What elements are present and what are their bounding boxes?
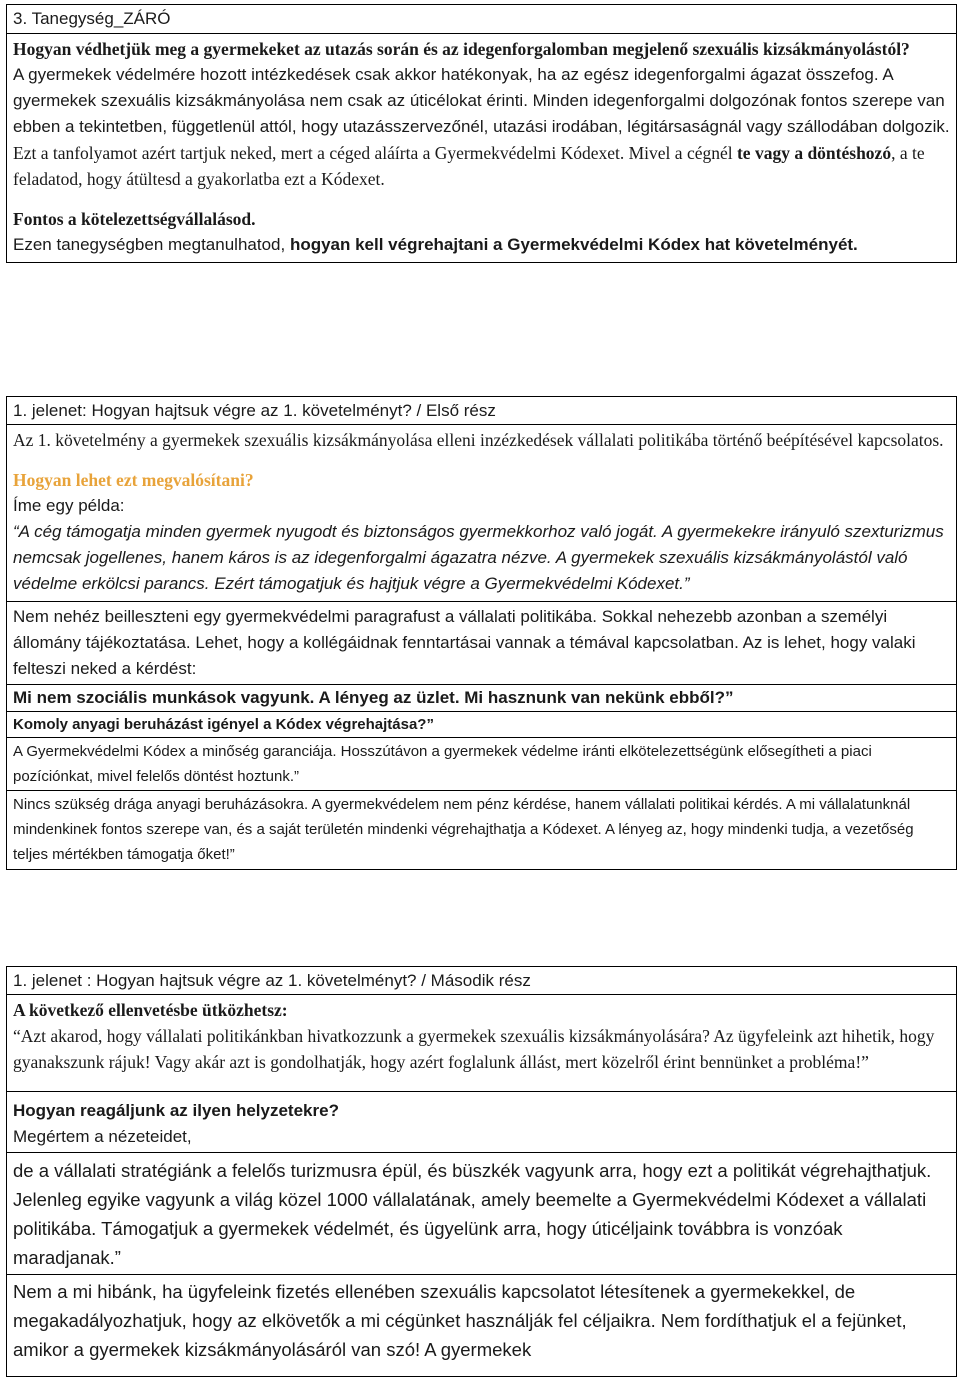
scene-1-part-1-table bbox=[6, 396, 957, 870]
intro-cell bbox=[7, 34, 957, 263]
objection-cell bbox=[7, 995, 957, 1092]
section-heading: 3. Tanegység_ZÁRÓ bbox=[7, 5, 957, 34]
scene-heading: 1. jelenet: Hogyan hajtsuk végre az 1. követelményt? / Első rész bbox=[7, 397, 957, 425]
scene-1-part-2-table bbox=[6, 966, 957, 1377]
question-investment: Komoly anyagi beruházást igényel a Kódex végrehajtása?” bbox=[7, 712, 957, 738]
how-question: Hogyan lehet ezt megvalósítani? bbox=[13, 470, 254, 490]
reply-strategy: de a vállalati stratégiánk a felelős turizmusra épül, és büszkék vagyunk arra, hogy ezt a politikát végrehajthatjuk. Jelenleg egyike vagyunk a világ közel 1000 vállalatának, amely beemelte a Gyermekvédelmi Kódexet a vállalati politikába. Támogatjuk a gyermekek védelmét, és ügyelünk arra, hogy úticéljaink továbbra is vonzóak maradjanak.” bbox=[7, 1153, 957, 1275]
objection-label: A következő ellenvetésbe ütközhetsz: bbox=[13, 1000, 288, 1020]
answer-quality: A Gyermekvédelmi Kódex a minőség garanciája. Hosszútávon a gyermekek védelme iránti elkötelezettségünk elősegítheti a piaci pozíciónkat, mivel felelős döntést hoztunk.” bbox=[7, 738, 957, 791]
scene-content-cell bbox=[7, 425, 957, 602]
scene-heading: 1. jelenet : Hogyan hajtsuk végre az 1. követelményt? / Második rész bbox=[7, 967, 957, 995]
understanding-line: Megértem a nézeteidet, bbox=[13, 1127, 192, 1146]
objection-quote: “Azt akarod, hogy vállalati politikánkban hivatkozzunk a gyermekek szexuális kizsákmányolására? Az ügyfeleink azt hihetik, hogy gyanakszunk rájuk! Vagy akár azt is gondolhatják, hogy azért foglalunk állást, mert közelről érint bennünket a probléma!” bbox=[13, 1026, 935, 1072]
example-quote: “A cég támogatja minden gyermek nyugodt és biztonságos gyermekkorhoz való jogát. A gyermekekre irányuló szexturizmus nemcsak jogellenes, hanem káros is az idegenforgalmi ágazatra nézve. A gyermekek szexuális kizsákmányolástól való védelme erkölcsi parancs. Ezért támogatjuk és hajtjuk végre a Gyermekvédelmi Kódexet.” bbox=[13, 522, 944, 593]
reply-responsibility: Nem a mi hibánk, ha ügyfeleink fizetés ellenében szexuális kapcsolatot létesítenek a gyermekekkel, de megakadályozhatjuk, hogy az elkövetők a mi cégünket használják fel céljaikra. Nem fordíthatjuk el a fejünket, amikor a gyermekek kizsákmányolásáról van szó! A gyermekek bbox=[7, 1275, 957, 1377]
section-intro-table bbox=[6, 4, 957, 263]
reaction-cell bbox=[7, 1092, 957, 1153]
question-business: Mi nem szociális munkások vagyunk. A lényeg az üzlet. Mi hasznunk van nekünk ebből?” bbox=[7, 685, 957, 712]
course-paragraph: Ezt a tanfolyamot azért tartjuk neked, mert a céged aláírta a Gyermekvédelmi Kódexet. Mivel a cégnél te vagy a döntéshozó, a te feladatod, hogy átültesd a gyakorlatba ezt a Kódexet. bbox=[13, 143, 925, 189]
commitment-line: Fontos a kötelezettségvállalásod. bbox=[13, 209, 256, 229]
intro-paragraph: A gyermekek védelmére hozott intézkedések csak akkor hatékonyak, ha az egész idegenforgalmi ágazat összefog. A gyermekek szexuális kizsákmányolása nem csak az úticélokat érinti. Minden idegenforgalmi dolgozónak fontos szerepe van ebben a tekintetben, függetlenül attól, hogy utazásszervezőnél, utazási irodában, légitársaságnál vagy szállodában dolgozik. bbox=[13, 65, 950, 136]
reaction-question: Hogyan reagáljunk az ilyen helyzetekre? bbox=[13, 1101, 339, 1120]
answer-no-investment: Nincs szükség drága anyagi beruházásokra. A gyermekvédelem nem pénz kérdése, hanem vállalati politikai kérdés. A mi vállalatunknál mindenkinek fontos szerepe van, és a saját területén mindenki végrehajthatja a Kódexet. A lényeg az, hogy mindenki tudja, a vezetőség teljes mértékben támogatja őket!” bbox=[7, 791, 957, 870]
guiding-question: Hogyan védhetjük meg a gyermekeket az utazás során és az idegenforgalomban megjelenő szexuális kizsákmányolástól? bbox=[13, 39, 910, 59]
example-label: Íme egy példa: bbox=[13, 496, 125, 515]
discussion-cell bbox=[7, 602, 957, 685]
requirement-text: Az 1. követelmény a gyermekek szexuális kizsákmányolása elleni inzézkedések vállalati politikába történő beépítésével kapcsolatos. bbox=[13, 430, 944, 450]
learn-paragraph: Ezen tanegységben megtanulhatod, hogyan kell végrehajtani a Gyermekvédelmi Kódex hat követelményét. bbox=[13, 235, 858, 254]
policy-paragraph: Nem nehéz beilleszteni egy gyermekvédelmi paragrafust a vállalati politikába. Sokkal nehezebb azonban a személyi állomány tájékoztatása. Lehet, hogy a kollégáidnak fenntartásai vannak a témával kapcsolatban. Az is lehet, hogy valaki felteszi neked a kérdést: bbox=[13, 607, 916, 678]
